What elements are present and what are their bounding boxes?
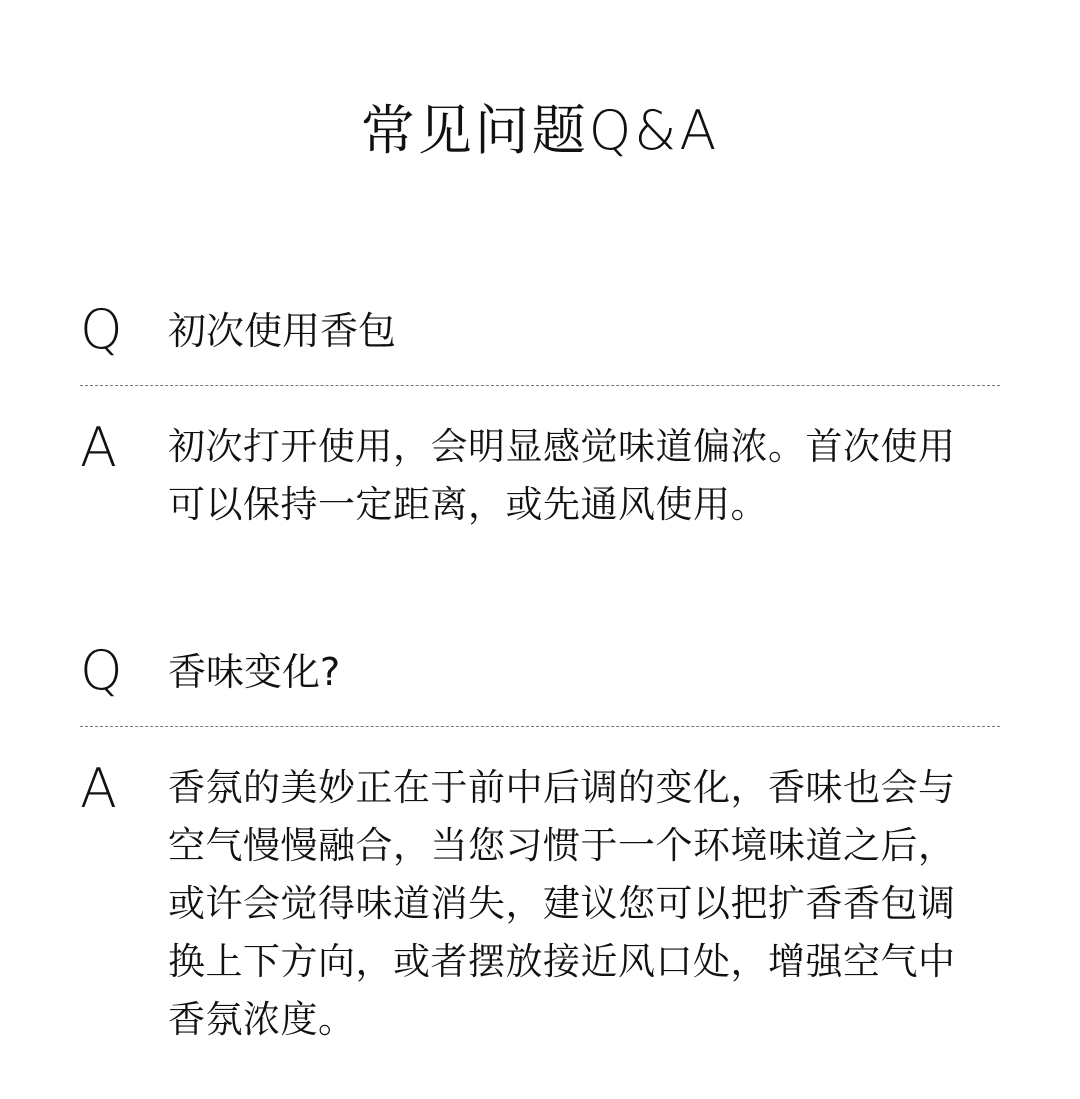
question-row	[80, 641, 1000, 721]
question-marker: Q	[80, 639, 123, 702]
answer-marker: A	[80, 757, 117, 820]
question-text: 初次使用香包	[168, 309, 397, 353]
question-text: 香味变化?	[168, 650, 341, 694]
faq-item	[80, 300, 1000, 540]
dashed-divider	[80, 726, 1000, 727]
answer-marker: A	[80, 416, 117, 479]
question-marker: Q	[80, 298, 123, 361]
dashed-divider	[80, 385, 1000, 386]
page-title: 常见问题Q&A	[360, 99, 720, 162]
answer-text: 香氛的美妙正在于前中后调的变化，香味也会与空气慢慢融合，当您习惯于一个环境味道之后，或许会觉得味道消失，建议您可以把扩香香包调换上下方向，或者摆放接近风口处，增强空气中香氛浓度。	[168, 766, 956, 1041]
answer-text: 初次打开使用，会明显感觉味道偏浓。首次使用可以保持一定距离，或先通风使用。	[168, 425, 956, 526]
question-row	[80, 300, 1000, 380]
faq-item	[80, 641, 1000, 1061]
